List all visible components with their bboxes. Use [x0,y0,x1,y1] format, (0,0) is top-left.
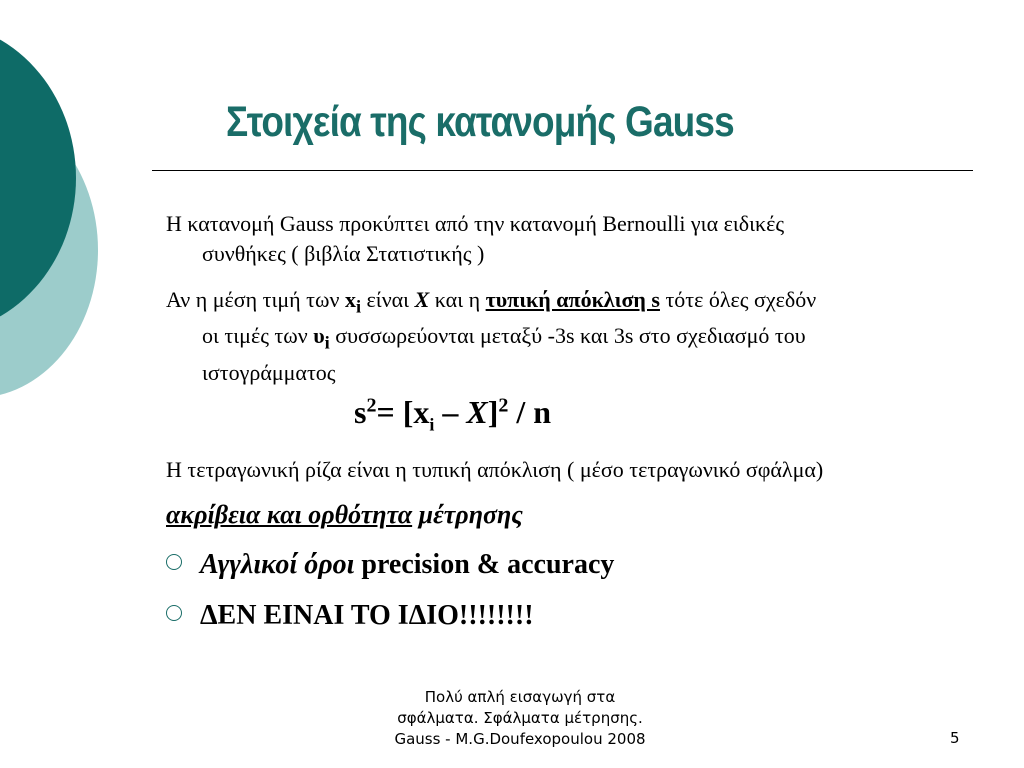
page-number: 5 [950,729,960,747]
text-fragment: συσσωρεύονται μεταξύ -3s και 3s στο σχεδιασμό του [329,323,806,349]
bullet-italic: Αγγλικοί όροι [200,549,355,580]
heading-underlined: ακρίβεια και ορθότητα [166,500,413,529]
footer-line: Gauss - M.G.Doufexopoulou 2008 [394,730,646,748]
paragraph-line: Η κατανομή Gauss προκύπτει από την κατανομή Bernoulli για ειδικές [166,211,785,236]
text-fragment: τότε όλες σχεδόν [659,287,817,312]
formula-part: / n [508,394,552,430]
section-heading [166,500,523,530]
formula-mean: X [466,394,488,430]
text-fragment: οι τιμές των [202,323,314,349]
formula-part: = [x [376,394,430,430]
variance-formula [354,394,551,435]
footer-line: σφάλματα. Σφάλματα μέτρησης. [397,709,643,727]
variable-x: x [344,287,356,312]
formula-part: ] [487,394,499,430]
text-fragment: είναι [361,287,415,312]
paragraph-std-deviation [166,285,966,388]
text-fragment: Αν η μέση τιμή των [166,287,345,312]
formula-exponent: 2 [498,394,509,417]
paragraph-line: συνθήκες ( βιβλία Στατιστικής ) [202,241,485,266]
subscript-i: i [355,296,362,317]
variable-mean-X: X [414,287,430,312]
subscript-i: i [324,332,330,353]
slide-footer [340,687,700,750]
variable-u: υ [313,323,325,349]
paragraph-line: ιστογράμματος [202,359,336,385]
bullet-item [166,600,534,632]
text-fragment: και η [429,287,486,312]
title-divider [152,170,973,171]
formula-subscript: i [429,414,435,435]
paragraph-line [166,321,966,357]
formula-s: s [354,394,367,430]
bullet-text: precision & accuracy [354,549,615,580]
formula-part: – [434,394,467,430]
formula-exponent: 2 [366,394,377,417]
heading-rest: μέτρησης [412,500,523,529]
circle-bullet-icon [166,605,182,621]
circle-bullet-icon [166,554,182,570]
std-deviation-term: τυπική απόκλιση s [485,287,660,312]
slide-title: Στοιχεία της κατανομής Gauss [226,98,734,146]
paragraph-square-root: Η τετραγωνική ρίζα είναι η τυπική απόκλιση ( μέσο τετραγωνικό σφάλμα) [166,457,824,482]
bullet-text: ΔΕΝ ΕΙΝΑΙ ΤΟ ΙΔΙΟ!!!!!!!! [200,600,534,631]
paragraph-bernoulli [166,209,966,269]
bullet-item [166,549,614,581]
footer-line: Πολύ απλή εισαγωγή στα [424,688,616,706]
